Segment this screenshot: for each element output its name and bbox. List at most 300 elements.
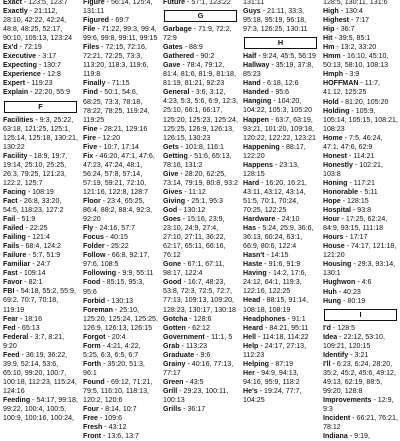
index-entry	[243, 61, 318, 79]
index-term: Figured	[83, 16, 110, 25]
index-entry	[243, 387, 318, 405]
section-letter-header: F	[4, 101, 77, 113]
index-entry	[163, 197, 238, 206]
index-entry	[83, 125, 158, 134]
index-references: - 43:12	[102, 423, 127, 432]
index-term: Incident	[323, 414, 351, 423]
index-entry	[323, 79, 398, 97]
index-entry	[3, 396, 78, 423]
index-references: - 36:7	[334, 25, 355, 34]
index-references: - 130:7	[36, 61, 61, 70]
index-references: - 54:18, 55:2, 55:9, 69:2, 70:7, 70:18, 119:19	[3, 287, 76, 314]
index-references: - 5:24, 25:9, 36:6, 36:13, 60:24, 63:1, 66:9, 80:6, 122:4	[243, 224, 314, 251]
index-term: Ex'd	[3, 43, 18, 52]
index-references: - 71:9, 72:2, 72:9	[163, 25, 232, 43]
index-entry	[163, 61, 238, 88]
index-column-3	[160, 0, 240, 414]
index-references: - 24:17, 27:13, 112:23	[243, 341, 307, 359]
index-term: Facilities	[3, 115, 34, 124]
index-entry	[243, 315, 318, 324]
index-entry	[83, 43, 158, 79]
index-term: Grill	[163, 386, 178, 395]
index-term: Hit	[323, 34, 333, 43]
index-term: Headphones	[243, 314, 286, 323]
index-references: - 101:8, 116:1	[178, 142, 225, 151]
index-references: - 12:20	[96, 133, 121, 142]
index-entry	[243, 342, 318, 360]
index-references: - 87:19	[269, 359, 294, 368]
index-references: - 50:1, 54:6, 68:25, 73:3, 78:18, 78:22, 78:25, 119:24, 119:25	[83, 88, 150, 124]
index-references: - 9:19,	[347, 432, 370, 441]
index-entry	[243, 88, 318, 97]
index-references: - 109:6	[97, 414, 123, 423]
index-entry	[83, 197, 158, 224]
index-entry	[163, 0, 238, 7]
index-references: - 9:6	[194, 350, 211, 359]
index-term: Hmph	[323, 70, 344, 79]
index-term: Gone	[163, 260, 182, 269]
index-references: - 74:17, 121:18, 121:20	[323, 242, 397, 260]
index-references: - 56:14, 125:4, 131:11	[83, 0, 153, 16]
index-entry	[3, 43, 78, 52]
index-references: - 3:9	[343, 70, 360, 79]
index-entry	[3, 152, 78, 188]
index-entry	[3, 188, 78, 197]
index-entry	[243, 116, 318, 143]
index-entry	[163, 25, 238, 43]
index-entry	[323, 34, 398, 43]
index-references: - 3:6, 3:12, 4:23, 5:3, 5:6, 6:9, 12:3, 25:10, 66:1, 66:17, 125:20, 125:23, 125:24, 125:25, 126:9, 126:13, 126:15, 130:23	[163, 88, 238, 142]
index-references: - 13:6, 13:7	[101, 432, 139, 441]
index-references: - 114:18, 114:22	[256, 332, 309, 341]
index-entry	[83, 134, 158, 143]
index-entry	[323, 278, 398, 287]
section-letter-header: H	[244, 37, 317, 49]
index-term: Grab	[163, 341, 180, 350]
index-term: Form	[83, 341, 101, 350]
index-term: Favor	[3, 278, 23, 287]
index-entry	[323, 70, 398, 79]
index-term: Government	[163, 332, 205, 341]
index-entry	[243, 52, 318, 61]
index-entry	[323, 134, 398, 152]
index-term: Has	[243, 224, 257, 233]
index-entry	[83, 251, 158, 269]
index-entry	[243, 215, 318, 224]
index-references: - 7:5, 46:24, 47:1, 47:6, 62:9	[323, 133, 383, 151]
index-term: Goes	[163, 215, 181, 224]
section-letter-header: I	[324, 309, 397, 321]
index-references: - 71:22, 99:3, 99:4, 99:6, 99:8, 99:11, 99:15	[83, 25, 158, 43]
index-term: Hip	[323, 25, 335, 34]
index-term: Front	[83, 432, 102, 441]
index-entry	[323, 0, 398, 7]
index-term: Feeding	[3, 395, 31, 404]
index-references: - 113:23	[179, 341, 208, 350]
index-references: - 40:15	[103, 233, 128, 242]
index-entry	[163, 278, 238, 314]
index-term: Familiar	[3, 260, 31, 269]
index-entry	[163, 324, 238, 333]
index-entry	[163, 315, 238, 324]
index-term: Focus	[83, 233, 104, 242]
index-references: - 105:9, 105:14, 105:15, 108:21, 108:23	[323, 106, 398, 133]
index-references: - 19:24, 77:7, 104:25	[243, 386, 302, 404]
index-references: - 102:21, 103:8	[323, 160, 383, 178]
index-entry	[3, 287, 78, 314]
index-term: Hanging	[243, 97, 272, 106]
index-references: - 91:1	[285, 314, 306, 323]
index-term: Honest	[323, 151, 348, 160]
index-entry	[243, 79, 318, 88]
index-references: - 35:20, 51:3, 96:1	[83, 359, 145, 377]
index-term: Hours	[323, 233, 344, 242]
index-term: Explain	[3, 88, 29, 97]
index-entry	[83, 269, 158, 278]
index-term: Experience	[3, 70, 41, 79]
index-entry	[323, 351, 398, 360]
index-term: Future	[163, 0, 186, 6]
index-references: - 119:23	[25, 79, 53, 88]
index-entry	[163, 152, 238, 170]
index-entry	[323, 333, 398, 351]
index-term: Guys	[243, 7, 261, 16]
index-entry	[83, 414, 158, 423]
index-term: Figure	[83, 0, 105, 6]
index-references: - 46:20, 47:1, 47:6, 47:23, 47:24, 48:1, 56:24, 57:8, 57:14, 57:19, 59:21, 72:10, 121:16, 122:8, 128:7	[83, 151, 155, 196]
index-references: - 67:1, 67:11, 98:17, 122:4	[163, 260, 225, 278]
index-term: Helping	[243, 359, 270, 368]
index-references: - 91:6, 91:9	[262, 260, 301, 269]
index-references: - 17:25, 62:24, 84:9, 93:15, 111:18	[323, 215, 388, 233]
index-entry	[83, 224, 158, 233]
index-entry	[243, 260, 318, 269]
index-term: Happens	[243, 160, 273, 169]
index-entry	[163, 387, 238, 405]
index-entry	[163, 405, 238, 414]
index-references: - 22:12, 53:10, 109:21, 120:15	[323, 332, 385, 350]
index-references: - 23:4, 65:25, 86:4, 88:2, 88:4, 92:3, 92:20	[83, 197, 153, 224]
index-entry	[163, 342, 238, 351]
index-term: I'd	[323, 323, 331, 332]
index-entry	[83, 333, 158, 342]
index-term: I'll	[323, 359, 331, 368]
index-term: House	[323, 242, 345, 251]
index-term: Hope	[323, 197, 341, 206]
index-references: - 22:25	[23, 224, 48, 233]
index-references: - 13:2, 33:20	[334, 43, 377, 52]
index-term: Find	[83, 88, 98, 97]
index-entry	[83, 432, 158, 441]
index-term: Hughwon	[323, 278, 356, 287]
index-term: Honing	[323, 178, 348, 187]
index-references: - 9:3, 25:22, 63:18, 121:25, 125:1, 125:14, 125:18, 130:21, 130:22	[3, 115, 78, 151]
index-entry	[323, 324, 398, 333]
index-term: Expert	[3, 79, 26, 88]
index-term: Federal	[3, 332, 29, 341]
index-references: - 40:16, 77:13, 77:17	[163, 359, 234, 377]
index-references: - 5:11	[358, 187, 378, 196]
index-term: Good	[163, 278, 182, 287]
index-references: - 114:21	[347, 151, 375, 160]
index-term: Fed	[3, 323, 16, 332]
index-term: Fix	[83, 151, 94, 160]
index-references: - 4:21, 4:22, 5:25, 6:3, 6:5, 6:7	[83, 341, 141, 359]
index-references: - 108:19	[25, 187, 54, 196]
index-references: - 57:1, 123:22	[185, 0, 231, 6]
index-entry	[163, 378, 238, 387]
index-entry	[3, 61, 78, 70]
index-references: - 95:6	[269, 88, 290, 97]
index-term: God	[163, 205, 178, 214]
index-references: - 85:15, 95:3, 95:6	[83, 278, 145, 296]
index-term: Hallway	[243, 61, 270, 70]
index-references: - 62:12	[185, 323, 210, 332]
index-entry	[323, 16, 398, 25]
index-term: Exact	[3, 0, 22, 6]
index-references: - 69:12, 71:21, 79:5, 116:10, 118:13, 120:2, 120:6	[83, 377, 153, 405]
index-entry	[323, 98, 398, 107]
index-entry	[3, 269, 78, 278]
index-entry	[323, 107, 398, 134]
index-entry	[323, 260, 398, 278]
index-entry	[3, 215, 78, 224]
index-entry	[3, 7, 78, 43]
index-references: - 17:17	[343, 233, 368, 242]
index-entry	[323, 197, 398, 206]
index-references: - 90:2	[194, 52, 215, 61]
index-entry	[83, 306, 158, 333]
index-term: Failing	[3, 233, 26, 242]
index-entry	[243, 7, 318, 34]
index-entry	[163, 188, 238, 197]
index-entry	[83, 143, 158, 152]
index-references: - 6:23, 6:24, 28:20, 35:2, 45:2, 45:6, 49:12, 49:13, 62:19, 88:5, 99:20, 128:8	[323, 359, 396, 395]
index-term: General	[163, 88, 190, 97]
index-references: - 7:17	[349, 16, 370, 25]
index-term: Hm	[323, 43, 335, 52]
index-term: Grills	[163, 405, 182, 414]
index-references: - 78:4, 79:12, 81:4, 81:6, 81:9, 81:18, 81:19, 81:21, 92:23	[163, 61, 236, 88]
index-references: - 88:15, 91:14, 108:18, 108:19	[243, 296, 309, 314]
index-term: Holding	[323, 106, 350, 115]
index-references: - 72:15, 72:16, 72:21, 72:25, 73:3, 113:20, 118:3, 119:6, 119:8	[83, 43, 149, 79]
index-references: - 28:20, 62:25, 73:14, 79:19, 80:8, 93:2	[163, 169, 238, 187]
index-references: - 39:5, 85:1	[332, 34, 371, 43]
index-references: - 6:18, 12:6	[260, 79, 299, 88]
index-term: Found	[83, 377, 105, 386]
index-column-2	[80, 0, 160, 441]
index-term: Fresh	[83, 423, 103, 432]
index-entry	[83, 405, 158, 414]
index-references: - 51:6, 65:13, 78:16, 131:2	[163, 151, 232, 169]
index-term: Green	[163, 377, 184, 386]
index-term: Forgot	[83, 332, 106, 341]
index-references: - 16:10, 45:10, 50:13, 58:10, 108:13	[323, 52, 389, 70]
index-term: Fly	[83, 224, 94, 233]
index-entry	[243, 161, 318, 179]
index-entry	[163, 206, 238, 215]
index-entry	[323, 161, 398, 179]
index-term: Hold	[323, 97, 339, 106]
index-term: Honestly	[323, 160, 353, 169]
index-term: Follow	[83, 251, 106, 260]
index-entry	[3, 233, 78, 242]
index-term: Hung	[323, 296, 342, 305]
index-entry	[3, 315, 78, 324]
index-entry	[243, 296, 318, 314]
index-entry	[163, 52, 238, 61]
index-entry	[323, 7, 398, 16]
index-references: - 25:1, 95:3	[185, 196, 223, 205]
index-references: - 15:16, 23:9, 23:10, 24:9, 27:4, 27:10, 27:11, 36:22, 62:17, 65:11, 66:16, 76:12	[163, 215, 226, 260]
index-term: Highest	[323, 16, 350, 25]
index-references: - 23:13, 128:15	[243, 160, 299, 178]
index-references: - 10:7, 17:14	[97, 142, 140, 151]
index-references: - 36:17	[181, 405, 206, 414]
index-term: Idea	[323, 332, 338, 341]
index-entry	[323, 360, 398, 396]
index-term: Her	[243, 368, 255, 377]
index-references: - 104:20, 104:22, 105:3, 105:20	[243, 97, 313, 115]
index-term: Having	[243, 269, 267, 278]
index-entry	[83, 79, 158, 88]
index-term: Fact	[3, 196, 18, 205]
index-references: 128:5, 130:11, 131:6	[323, 0, 388, 6]
index-entry	[3, 260, 78, 269]
index-references: - 28:21, 129:16	[97, 124, 148, 133]
index-term: Failure	[3, 251, 27, 260]
index-term: Improvements	[323, 395, 372, 404]
index-references: - 128:6	[187, 314, 212, 323]
index-references: - 128:5	[331, 323, 356, 332]
index-entry	[163, 333, 238, 342]
index-references: - 128:15	[340, 197, 369, 206]
index-entry	[243, 269, 318, 296]
index-term: Handed	[243, 88, 270, 97]
index-entry	[83, 88, 158, 124]
index-term: Failed	[3, 224, 24, 233]
index-entry	[323, 25, 398, 34]
index-references: - 69:7	[109, 16, 130, 25]
index-references: - 109:14	[17, 269, 46, 278]
index-references: - 11:1, 5	[204, 332, 233, 341]
index-term: Executive	[3, 52, 37, 61]
section-letter-header: G	[164, 10, 237, 22]
index-term: Folder	[83, 242, 105, 251]
index-term: Grainy	[163, 359, 186, 368]
index-references: - 66:8, 92:17, 97:6, 108:5	[83, 251, 150, 269]
index-references: - 25:22	[104, 242, 129, 251]
index-term: Foreman	[83, 305, 113, 314]
index-references: - 24:16, 57:7	[93, 224, 136, 233]
index-references: - 29:3, 93:14, 130:1	[323, 260, 396, 278]
index-term: Happen	[243, 115, 270, 124]
index-term: Haste	[243, 260, 263, 269]
index-term: Head	[243, 296, 261, 305]
index-term: Housing	[323, 260, 352, 269]
index-references: - 4:6	[355, 278, 372, 287]
index-entry	[3, 333, 78, 351]
index-references: - 130:13	[105, 296, 134, 305]
index-entry	[323, 43, 398, 52]
index-references: - 80:19	[341, 296, 366, 305]
index-term: Honorable	[323, 187, 359, 196]
index-references: - 94:9, 94:13, 94:16, 95:9, 118:2	[243, 368, 300, 386]
index-entry	[323, 414, 398, 432]
index-entry	[163, 170, 238, 188]
index-term: Fails	[3, 242, 20, 251]
index-term: Graduate	[163, 350, 195, 359]
index-references: - 93:8	[350, 206, 372, 215]
index-references: - 26:8, 33:20, 54:5, 118:23, 127:2	[3, 196, 64, 214]
index-entry	[3, 52, 78, 61]
index-references: - 63:7, 63:19, 93:21, 101:20, 109:18, 120:22, 122:22, 123:21	[243, 115, 316, 142]
index-term: Happening	[243, 142, 280, 151]
index-term: Huh	[323, 287, 337, 296]
index-references: - 11:7, 41:12, 125:25	[323, 79, 381, 97]
index-references: - 20:4	[105, 332, 126, 341]
index-entry	[3, 197, 78, 215]
index-entry	[3, 224, 78, 233]
index-term: Fail	[3, 215, 16, 224]
index-term: Gotcha	[163, 314, 188, 323]
index-entry	[323, 396, 398, 414]
index-entry	[323, 242, 398, 260]
index-references: - 88:17, 122:20	[243, 142, 306, 160]
index-term: Hard	[243, 178, 260, 187]
index-term: Gates	[163, 43, 183, 52]
index-term: Gotten	[163, 323, 186, 332]
index-term: Facing	[3, 187, 26, 196]
index-entry	[3, 79, 78, 88]
index-term: Hmm	[323, 52, 341, 61]
index-entry	[323, 233, 398, 242]
index-references: - 3:17	[36, 52, 57, 61]
index-term: Hand	[243, 79, 261, 88]
index-term: Forth	[83, 359, 102, 368]
index-references: - 24:10	[275, 215, 300, 224]
index-entry	[3, 70, 78, 79]
index-entry	[83, 278, 158, 296]
index-term: Forbid	[83, 296, 106, 305]
index-term: Home	[323, 133, 343, 142]
index-references: - 9:9, 55:11	[116, 269, 154, 278]
index-entry	[83, 233, 158, 242]
index-term: Five	[83, 142, 98, 151]
index-references: - 12:8	[40, 70, 61, 79]
index-references: - 121:4	[25, 233, 50, 242]
index-entry	[83, 360, 158, 378]
index-term: He's	[243, 386, 258, 395]
index-references: - 82:1	[22, 278, 43, 287]
index-entry	[83, 342, 158, 360]
index-references: - 65:13	[15, 323, 40, 332]
index-references: - 22:20, 55:9	[28, 88, 71, 97]
index-term: Hardware	[243, 215, 276, 224]
index-entry	[163, 88, 238, 142]
index-references: - 18:16	[17, 314, 43, 323]
index-term: Facility	[3, 151, 28, 160]
index-term: Help	[243, 341, 259, 350]
index-entry	[323, 52, 398, 70]
index-references: - 3:7, 8:21, 9:20	[3, 332, 65, 350]
index-term: Indiana	[323, 432, 348, 441]
index-entry	[83, 25, 158, 43]
index-term: Getting	[163, 151, 188, 160]
index-references: - 40:23	[336, 287, 361, 296]
index-term: Giving	[163, 196, 186, 205]
